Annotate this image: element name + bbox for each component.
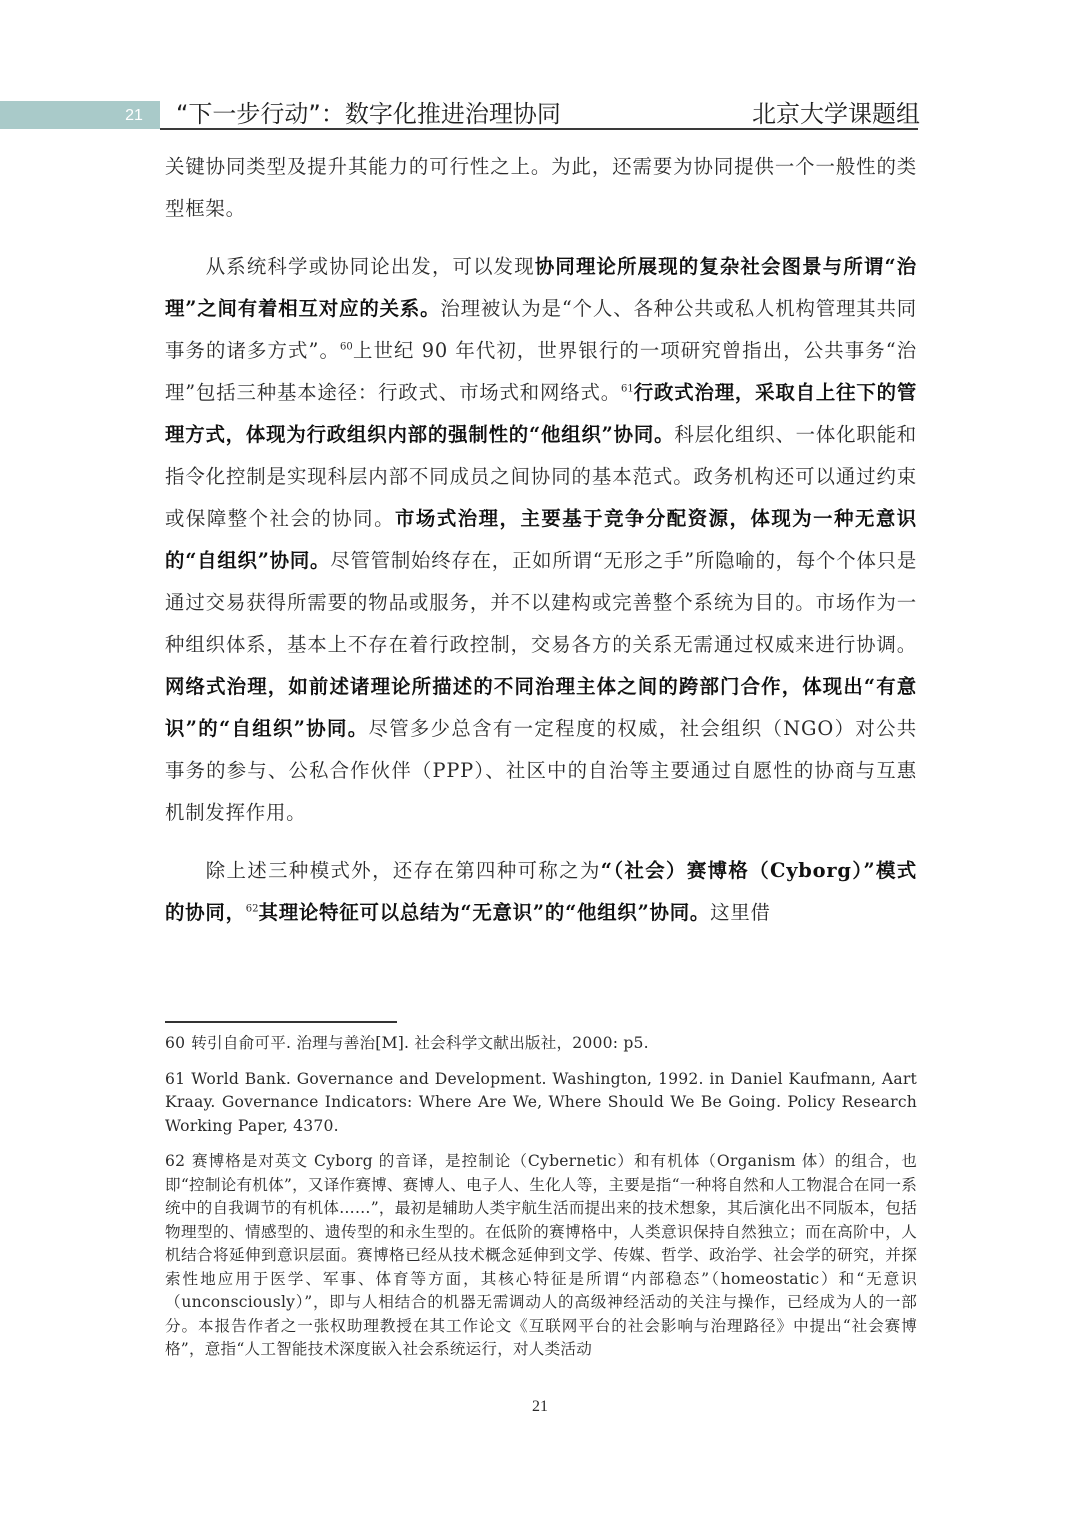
p2-bold-administrative: 行政式治理，采取自上往下的管理方式，体现为行政组织内部的强制性的“他组织”协同。 bbox=[165, 381, 918, 446]
header-page-tab: 21 bbox=[125, 107, 143, 124]
footnote-ref-60[interactable]: 60 bbox=[340, 341, 353, 353]
footnotes bbox=[165, 1032, 917, 1374]
body-text bbox=[165, 146, 917, 934]
p2-sentence-3: 治理被认为是“个人、各种公共或私人机构管理其共同事务的诸多方式”。 bbox=[165, 297, 917, 362]
p3-sentence-4: 这里借 bbox=[710, 901, 771, 924]
footnote-61 bbox=[165, 1068, 917, 1139]
footnote-text: 转引自俞可平. 治理与善治[M]. 社会科学文献出版社，2000: p5. bbox=[191, 1034, 649, 1052]
footnote-text: World Bank. Governance and Development. Washington, 1992. in Daniel Kaufmann, Aart Kraay. Governance Indicators: Where Are We, Where Should We Be Going. Policy Research Working Paper, 4370. bbox=[165, 1069, 917, 1135]
header-rule bbox=[160, 128, 918, 130]
paragraph-1: 关键协同类型及提升其能力的可行性之上。为此，还需要为协同提供一个一般性的类型框架。 bbox=[165, 155, 917, 220]
header-organization: 北京大学课题组 bbox=[752, 100, 920, 128]
footnote-text: 赛博格是对英文 Cyborg 的音译，是控制论（Cybernetic）和有机体（Organism 体）的组合，也即“控制论有机体”，又译作赛博、赛博人、电子人、生化人等，主要是指“一种将自然和人工物混合在同一系统中的自我调节的有机体……”，最初是辅助人类宇航生活而提出来的技术想象，其后演化出不同版本，包括物理型的、情感型的、遗传型的和永生型的。在低阶的赛博格中，人类意识保持自然独立；而在高阶中，人机结合将延伸到意识层面。赛博格已经从技术概念延伸到文学、传媒、哲学、政治学、社会学的研究，并探索性地应用于医学、军事、体育等方面，其核心特征是所谓“内部稳态”（homeostatic）和“无意识（unconsciously）”，即与人相结合的机器无需调动人的高级神经活动的关注与操作，已经成为人的一部分。本报告作者之一张权助理教授在其工作论文《互联网平台的社会影响与治理路径》中提出“社会赛博格”，意指“人工智能技术深度嵌入社会系统运行，对人类活动 bbox=[165, 1152, 917, 1358]
paragraph-3 bbox=[165, 850, 917, 934]
footnote-ref-62[interactable]: 62 bbox=[245, 903, 259, 915]
p3-bold-feature: 其理论特征可以总结为“无意识”的“他组织”协同。 bbox=[258, 901, 711, 924]
p2-sentence-8: 尽管管制始终存在，正如所谓“无形之手”所隐喻的，每个个体只是通过交易获得所需要的物品或服务，并不以建构或完善整个系统为目的。市场作为一种组织体系，基本上不存在着行政控制，交易各方的关系无需通过权威来进行协调。 bbox=[165, 549, 918, 656]
footnote-60 bbox=[165, 1032, 917, 1056]
footnote-ref-61[interactable]: 61 bbox=[620, 383, 634, 395]
header-title: “下一步行动”：数字化推进治理协同 bbox=[176, 100, 561, 128]
p2-sentence-10: 尽管多少总含有一定程度的权威，社会组织（NGO）对公共事务的参与、公私合作伙伴（PPP）、社区中的自治等主要通过自愿性的协商与互惠机制发挥作用。 bbox=[165, 717, 918, 824]
p2-bold-1: 协同理论所展现的复杂社会图景与所谓“治理”之间有着相互对应的关系。 bbox=[165, 255, 917, 320]
p3-sentence-1: 除上述三种模式外，还存在第四种可称之为 bbox=[205, 859, 601, 882]
p2-bold-network: 网络式治理，如前述诸理论所描述的不同治理主体之间的跨部门合作，体现出“有意识”的“自组织”协同。 bbox=[165, 675, 917, 740]
page-number: 21 bbox=[532, 1398, 548, 1415]
paragraph-2 bbox=[165, 246, 917, 834]
p2-bold-market: 市场式治理，主要基于竞争分配资源，体现为一种无意识的“自组织”协同。 bbox=[165, 507, 917, 572]
p2-sentence-1: 从系统科学或协同论出发，可以发现 bbox=[205, 255, 535, 278]
p2-sentence-4: 上世纪 90 年代初，世界银行的一项研究曾指出，公共事务“治理”包括三种基本途径：行政式、市场式和网络式。 bbox=[165, 339, 917, 404]
footnote-rule bbox=[165, 1021, 397, 1023]
footnote-number: 60 bbox=[165, 1034, 186, 1052]
footnote-number: 61 bbox=[165, 1069, 186, 1088]
p3-bold-cyborg: “（社会）赛博格（Cyborg）”模式的协同， bbox=[165, 859, 917, 924]
footnote-62 bbox=[165, 1150, 917, 1362]
footnote-number: 62 bbox=[165, 1152, 186, 1170]
p2-sentence-6: 科层化组织、一体化职能和指令化控制是实现科层内部不同成员之间协同的基本范式。政务机构还可以通过约束或保障整个社会的协同。 bbox=[165, 423, 917, 530]
